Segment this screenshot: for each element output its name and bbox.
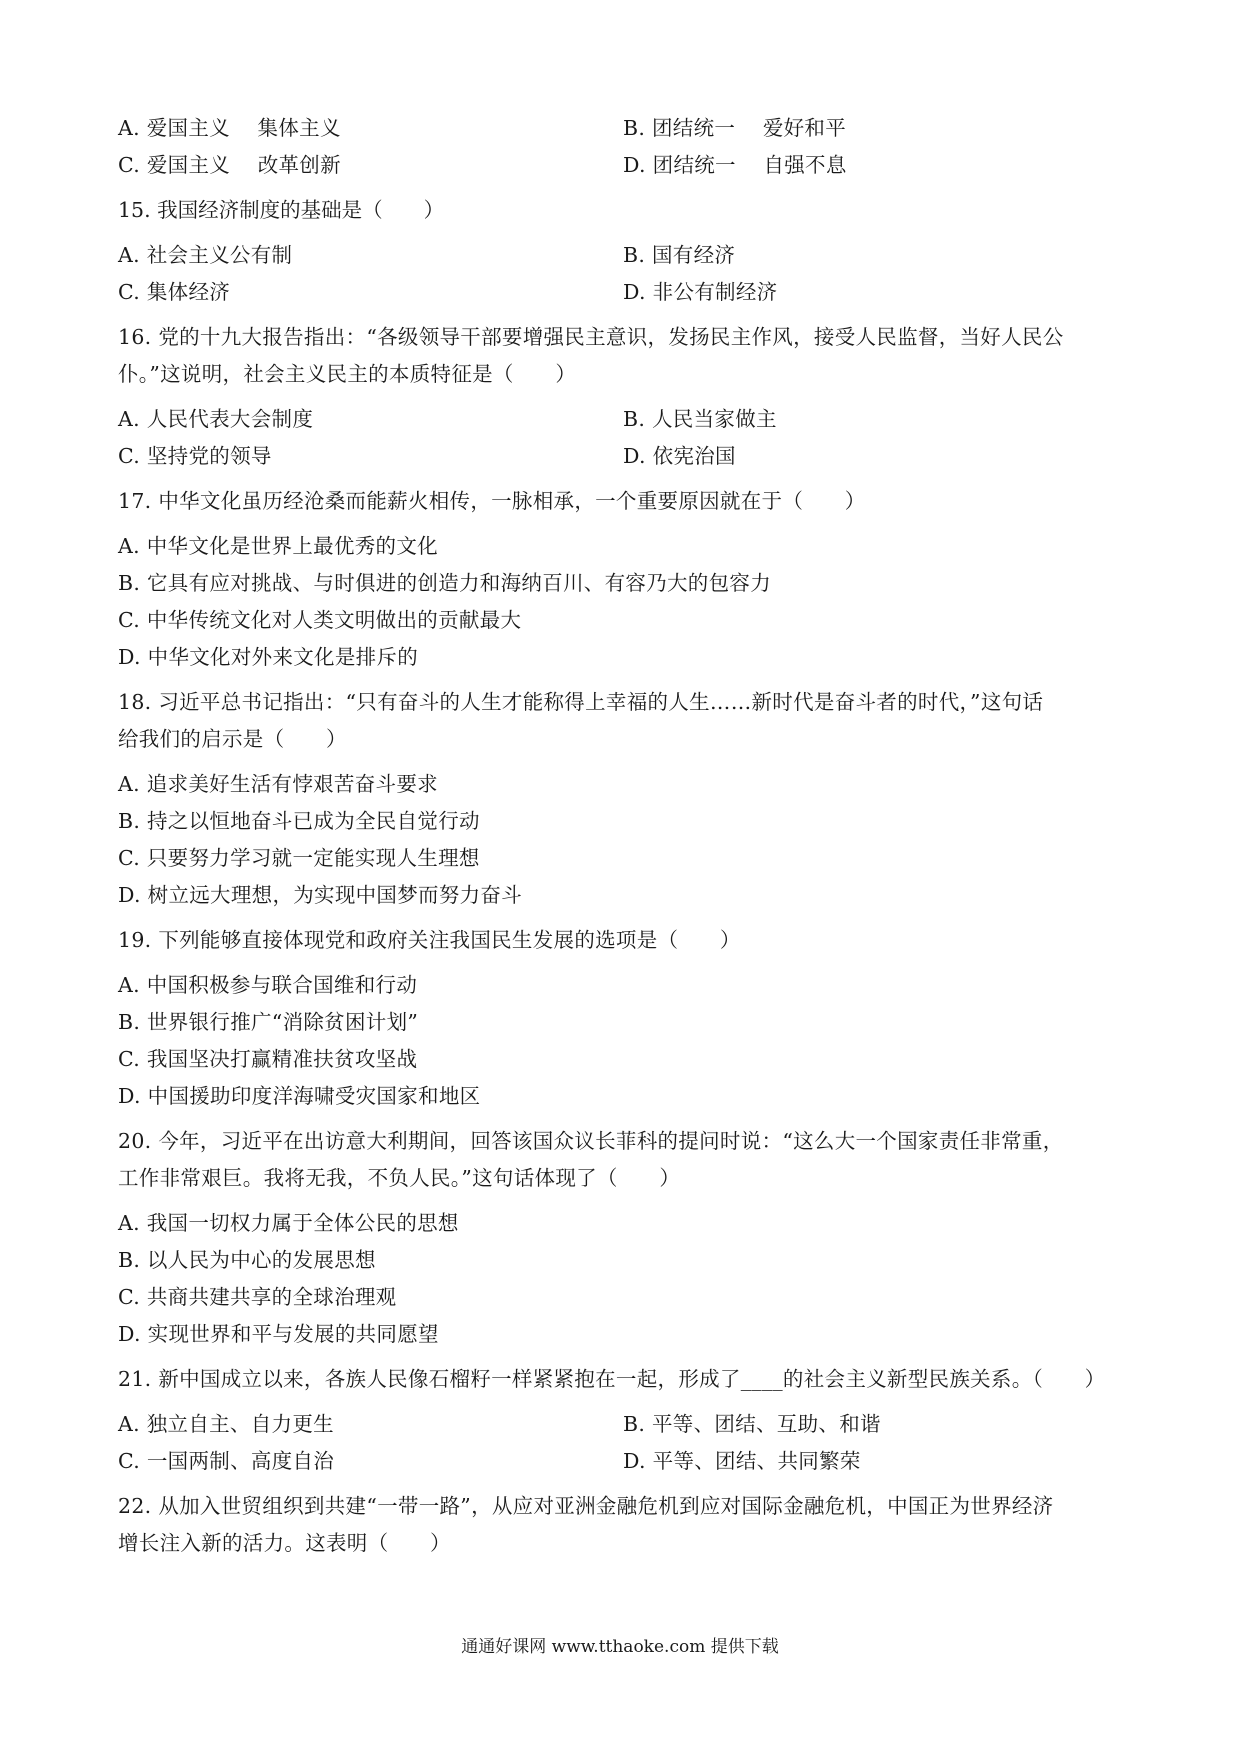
question-21 bbox=[118, 1361, 1128, 1480]
question-stem: 工作非常艰巨。我将无我，不负人民。”这句话体现了（ ） bbox=[118, 1166, 681, 1190]
option-c: C. 爱国主义 改革创新 bbox=[118, 153, 341, 177]
option-d: D. 平等、团结、共同繁荣 bbox=[623, 1449, 861, 1473]
option-c: C. 中华传统文化对人类文明做出的贡献最大 bbox=[118, 608, 522, 632]
option-c: C. 集体经济 bbox=[118, 280, 231, 304]
option-b: B. 平等、团结、互助、和谐 bbox=[623, 1412, 881, 1436]
question-15 bbox=[118, 192, 1128, 311]
question-20 bbox=[118, 1123, 1128, 1353]
question-stem: 19. 下列能够直接体现党和政府关注我国民生发展的选项是（ ） bbox=[118, 928, 741, 952]
option-b: B. 人民当家做主 bbox=[623, 407, 777, 431]
question-stem: 给我们的启示是（ ） bbox=[118, 727, 347, 751]
option-d: D. 中国援助印度洋海啸受灾国家和地区 bbox=[118, 1084, 481, 1108]
option-c: C. 一国两制、高度自治 bbox=[118, 1449, 335, 1473]
question-18 bbox=[118, 684, 1128, 914]
option-row bbox=[118, 438, 1128, 475]
option-d: D. 团结统一 自强不息 bbox=[623, 153, 847, 177]
option-c: C. 我国坚决打赢精准扶贫攻坚战 bbox=[118, 1047, 418, 1071]
option-row bbox=[118, 147, 1128, 184]
option-c: C. 坚持党的领导 bbox=[118, 444, 272, 468]
question-16 bbox=[118, 319, 1128, 475]
question-stem: 15. 我国经济制度的基础是（ ） bbox=[118, 198, 445, 222]
option-a: A. 爱国主义 集体主义 bbox=[118, 116, 341, 140]
option-b: B. 世界银行推广“消除贫困计划” bbox=[118, 1010, 419, 1034]
question-stem: 增长注入新的活力。这表明（ ） bbox=[118, 1531, 451, 1555]
option-a: A. 社会主义公有制 bbox=[118, 243, 293, 267]
option-a: A. 追求美好生活有悖艰苦奋斗要求 bbox=[118, 772, 438, 796]
option-a: A. 独立自主、自力更生 bbox=[118, 1412, 334, 1436]
option-a: A. 中国积极参与联合国维和行动 bbox=[118, 973, 418, 997]
question-19 bbox=[118, 922, 1128, 1115]
question-stem: 17. 中华文化虽历经沧桑而能薪火相传，一脉相承，一个重要原因就在于（ ） bbox=[118, 489, 866, 513]
option-a: A. 中华文化是世界上最优秀的文化 bbox=[118, 534, 438, 558]
option-b: B. 持之以恒地奋斗已成为全民自觉行动 bbox=[118, 809, 480, 833]
question-17 bbox=[118, 483, 1128, 676]
question-22 bbox=[118, 1488, 1128, 1562]
option-row bbox=[118, 110, 1128, 147]
option-c: C. 共商共建共享的全球治理观 bbox=[118, 1285, 397, 1309]
option-row bbox=[118, 1406, 1128, 1443]
question-stem: 18. 习近平总书记指出：“只有奋斗的人生才能称得上幸福的人生……新时代是奋斗者的时代，”这句话 bbox=[118, 690, 1044, 714]
option-d: D. 实现世界和平与发展的共同愿望 bbox=[118, 1322, 439, 1346]
option-d: D. 树立远大理想，为实现中国梦而努力奋斗 bbox=[118, 883, 523, 907]
question-stem: 20. 今年，习近平在出访意大利期间，回答该国众议长菲科的提问时说：“这么大一个国家责任非常重， bbox=[118, 1129, 1064, 1153]
option-b: B. 团结统一 爱好和平 bbox=[623, 116, 847, 140]
option-row bbox=[118, 1443, 1128, 1480]
option-row bbox=[118, 237, 1128, 274]
option-d: D. 依宪治国 bbox=[623, 444, 736, 468]
question-stem: 16. 党的十九大报告指出：“各级领导干部要增强民主意识，发扬民主作风，接受人民监督，当好人民公 bbox=[118, 325, 1064, 349]
option-a: A. 人民代表大会制度 bbox=[118, 407, 314, 431]
question-stem: 21. 新中国成立以来，各族人民像石榴籽一样紧紧抱在一起，形成了____的社会主义新型民族关系。（ ） bbox=[118, 1367, 1106, 1391]
option-d: D. 非公有制经济 bbox=[623, 280, 778, 304]
option-b: B. 它具有应对挑战、与时俱进的创造力和海纳百川、有容乃大的包容力 bbox=[118, 571, 771, 595]
question-stem: 22. 从加入世贸组织到共建“一带一路”，从应对亚洲金融危机到应对国际金融危机，中国正为世界经济 bbox=[118, 1494, 1054, 1518]
option-a: A. 我国一切权力属于全体公民的思想 bbox=[118, 1211, 459, 1235]
exam-page bbox=[118, 110, 1128, 1562]
question-stem: 仆。”这说明，社会主义民主的本质特征是（ ） bbox=[118, 362, 577, 386]
option-row bbox=[118, 401, 1128, 438]
page-footer: 通通好课网 www.tthaoke.com 提供下载 bbox=[461, 1637, 779, 1657]
option-b: B. 以人民为中心的发展思想 bbox=[118, 1248, 376, 1272]
option-d: D. 中华文化对外来文化是排斥的 bbox=[118, 645, 419, 669]
option-c: C. 只要努力学习就一定能实现人生理想 bbox=[118, 846, 480, 870]
option-b: B. 国有经济 bbox=[623, 243, 736, 267]
option-row bbox=[118, 274, 1128, 311]
